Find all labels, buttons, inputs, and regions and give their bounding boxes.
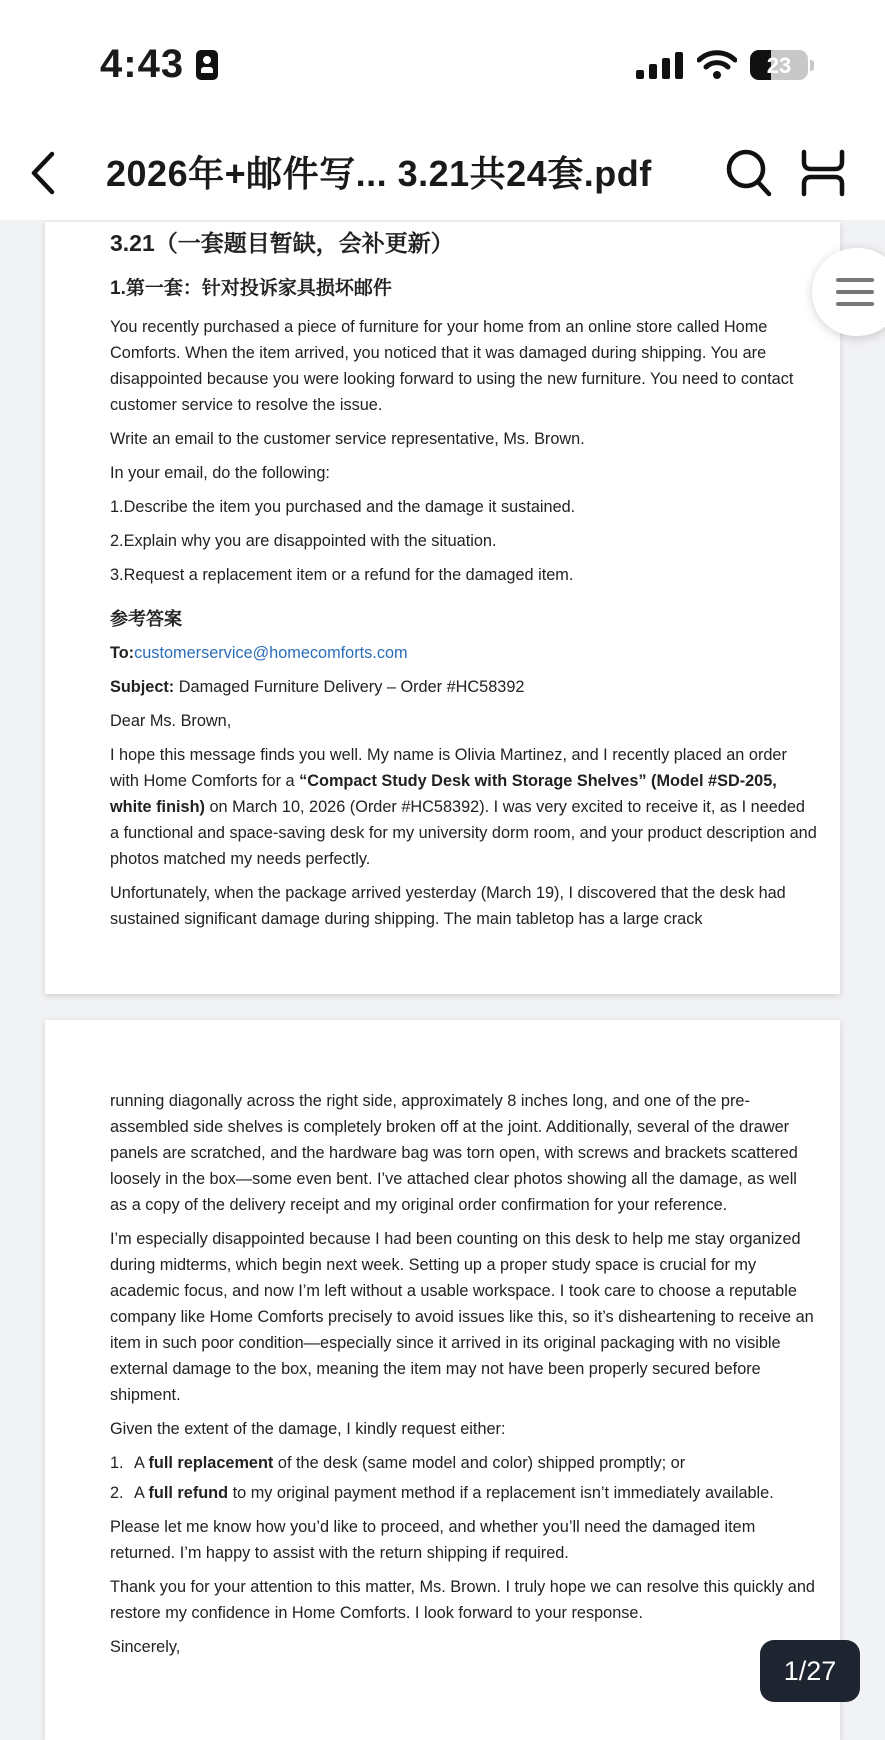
id-card-icon <box>196 50 218 80</box>
back-arrow-icon[interactable] <box>28 148 58 198</box>
email-body-paragraph: running diagonally across the right side, approximately 8 inches long, and one of the pre-assembled side shelves is completely broken off at the joint. Additionally, several of the drawer panels are scratched, and the hardware bag was torn open, with screws and brackets scattered loosely in the box—some even bent. I’ve attached clear photos showing all the damage, as well as a copy of the delivery receipt and my original order confirmation for your reference. <box>110 1092 798 1214</box>
task-item: 2.Explain why you are disappointed with the situation. <box>110 532 497 550</box>
email-body-paragraph: Please let me know how you’d like to proceed, and whether you’ll need the damaged item returned. I’m happy to assist with the return shipping if required. <box>110 1518 756 1562</box>
task-item: 1.Describe the item you purchased and the damage it sustained. <box>110 498 576 516</box>
to-label: To: <box>110 644 135 662</box>
to-email-link[interactable]: customerservice@homecomforts.com <box>134 644 408 662</box>
product-name: “Compact Study Desk with Storage Shelves” (Model #SD-205, white finish) <box>110 772 777 816</box>
answer-heading: 参考答案 <box>110 609 182 629</box>
prompt-instruction: In your email, do the following: <box>110 464 330 482</box>
email-to-line <box>110 640 818 666</box>
battery-level: 23 <box>766 53 792 78</box>
email-closing: Sincerely, <box>110 1638 181 1656</box>
email-body-paragraph: Unfortunately, when the package arrived yesterday (March 19), I discovered that the desk had sustained significant damage during shipping. The main tabletop has a large crack <box>110 884 786 928</box>
subject-value: Damaged Furniture Delivery – Order #HC58392 <box>178 678 525 696</box>
email-greeting: Dear Ms. Brown, <box>110 712 232 730</box>
email-body-paragraph: Given the extent of the damage, I kindly request either: <box>110 1420 506 1438</box>
email-body-paragraph: Thank you for your attention to this matter, Ms. Brown. I truly hope we can resolve this quickly and restore my confidence in Home Comforts. I look forward to your response. <box>110 1578 815 1622</box>
prompt-instruction: Write an email to the customer service representative, Ms. Brown. <box>110 430 585 448</box>
status-time: 4:43 <box>100 42 185 86</box>
pdf-page-2 <box>45 1020 840 1740</box>
battery-icon <box>750 50 808 80</box>
top-nav-bar <box>0 130 885 220</box>
page-indicator: 1/27 <box>760 1640 860 1702</box>
signal-icon <box>636 52 684 80</box>
pdf-page-1 <box>45 222 840 994</box>
task-subheading: 1.第一套：针对投诉家具损坏邮件 <box>110 278 392 299</box>
status-bar <box>0 0 885 130</box>
email-subject-line <box>110 674 818 700</box>
page-heading: 3.21（一套题目暂缺，会补更新） <box>110 230 454 256</box>
subject-label: Subject: <box>110 678 175 696</box>
email-body-paragraph: I’m especially disappointed because I had been counting on this desk to help me stay organized during midterms, which begin next week. Setting up a proper study space is crucial for my academic focus, and now I’m left without a usable workspace. I took care to choose a reputable company like Home Comforts precisely to avoid issues like this, so it’s disheartening to receive an item in such poor condition—especially since it arrived in its original packaging with no visible external damage to the box, meaning the item may not have been properly secured before shipment. <box>110 1230 814 1404</box>
search-icon[interactable] <box>724 146 774 200</box>
document-title: 2026年+邮件写... 3.21共24套.pdf <box>106 153 652 194</box>
request-option-1: 1. A full replacement of the desk (same model and color) shipped promptly; or <box>110 1454 686 1472</box>
prompt-paragraph: You recently purchased a piece of furniture for your home from an online store called Home Comforts. When the item arrived, you noticed that it was damaged during shipping. You are disappointed because you were looking forward to using the new furniture. You need to contact customer service to resolve the issue. <box>110 318 794 414</box>
wifi-icon <box>697 50 737 80</box>
exit-fullscreen-icon[interactable] <box>800 148 846 198</box>
task-item: 3.Request a replacement item or a refund for the damaged item. <box>110 566 574 584</box>
request-option-2: 2. A full refund to my original payment method if a replacement isn’t immediately available. <box>110 1484 774 1502</box>
email-body-paragraph: I hope this message finds you well. My name is Olivia Martinez, and I recently placed an order with Home Comforts for a “Compact Study Desk with Storage Shelves” (Model #SD-205, white finish) on March 10, 2026 (Order #HC58392). I was very excited to receive it, as I needed a functional and space-saving desk for my university dorm room, and your product description and photos matched my needs perfectly. <box>110 746 817 868</box>
